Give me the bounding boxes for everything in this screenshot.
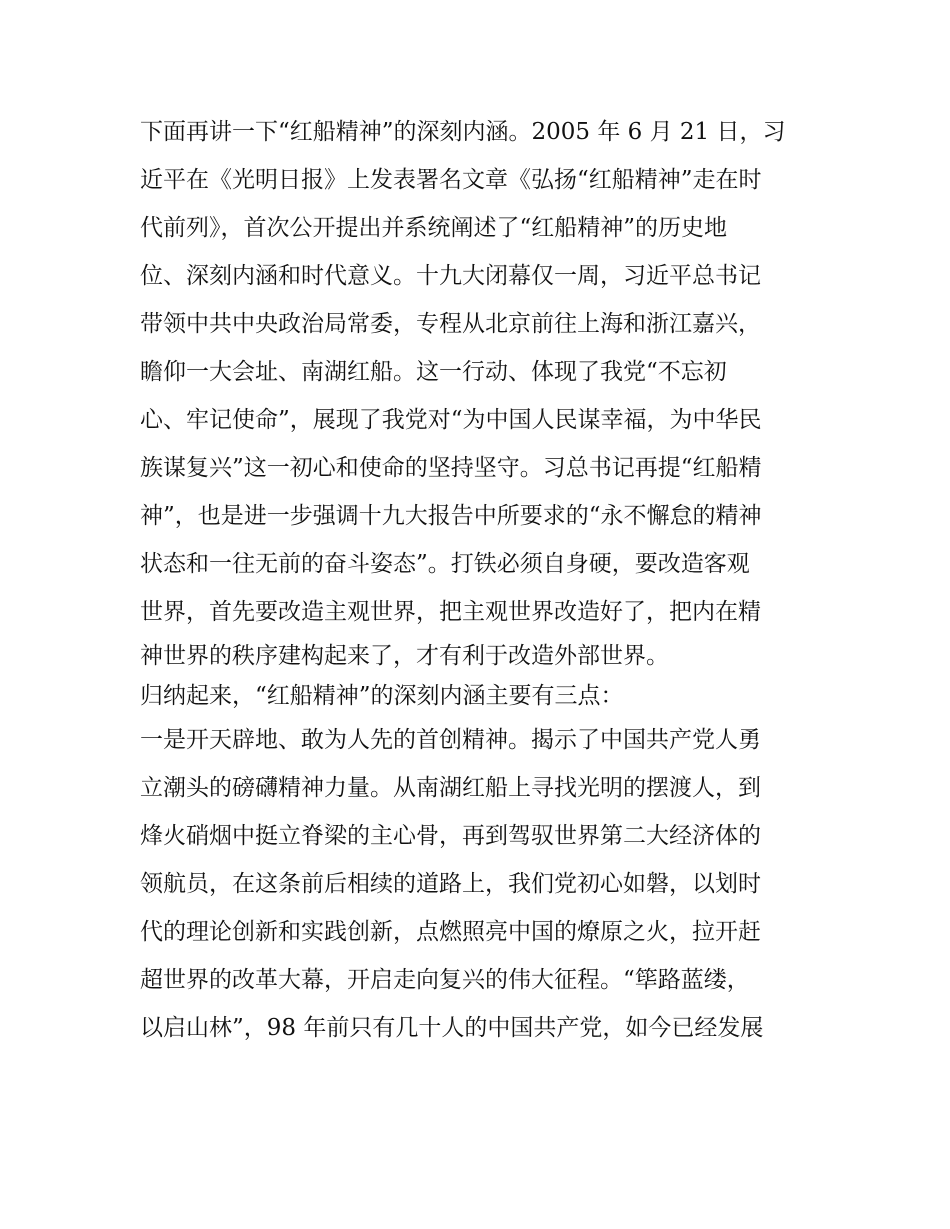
text-line: 代的理论创新和实践创新，点燃照亮中国的燎原之火，拉开赶 (140, 919, 761, 945)
text-line: 烽火硝烟中挺立脊梁的主心骨，再到驾驭世界第二大经济体的 (140, 823, 761, 849)
text-line: 近平在《光明日报》上发表署名文章《弘扬“红船精神”走在时 (140, 167, 762, 193)
text-line: 带领中共中央政治局常委，专程从北京前往上海和浙江嘉兴， (140, 311, 761, 337)
text-line: 下面再讲一下“红船精神”的深刻内涵。2005 年 6 月 21 日，习 (140, 119, 786, 145)
text-line: 瞻仰一大会址、南湖红船。这一行动、体现了我党“不忘初 (140, 359, 727, 385)
text-line: 立潮头的磅礴精神力量。从南湖红船上寻找光明的摆渡人，到 (140, 775, 761, 801)
text-line: 心、牢记使命”，展现了我党对“为中国人民谋幸福，为中华民 (140, 407, 762, 433)
text-line: 代前列》，首次公开提出并系统阐述了“红船精神”的历史地 (140, 215, 728, 241)
text-line: 一是开天辟地、敢为人先的首创精神。揭示了中国共产党人勇 (140, 727, 761, 753)
text-line: 以启山林”，98 年前只有几十人的中国共产党，如今已经发展 (140, 1015, 764, 1041)
text-line: 位、深刻内涵和时代意义。十九大闭幕仅一周，习近平总书记 (140, 263, 761, 289)
body-text (140, 108, 820, 1052)
text-line: 状态和一往无前的奋斗姿态”。打铁必须自身硬，要改造客观 (140, 551, 750, 577)
text-line: 神”，也是进一步强调十九大报告中所要求的“永不懈怠的精神 (140, 503, 762, 529)
text-line: 族谋复兴”这一初心和使命的坚持坚守。习总书记再提“红船精 (140, 455, 762, 481)
text-line: 超世界的改革大幕，开启走向复兴的伟大征程。“筚路蓝缕， (140, 967, 750, 993)
section-heading: 归纳起来，“红船精神”的深刻内涵主要有三点： (140, 683, 624, 709)
text-line: 领航员，在这条前后相续的道路上，我们党初心如磐，以划时 (140, 871, 761, 897)
text-line: 神世界的秩序建构起来了，才有利于改造外部世界。 (140, 643, 669, 669)
text-line: 世界，首先要改造主观世界，把主观世界改造好了，把内在精 (140, 599, 761, 625)
